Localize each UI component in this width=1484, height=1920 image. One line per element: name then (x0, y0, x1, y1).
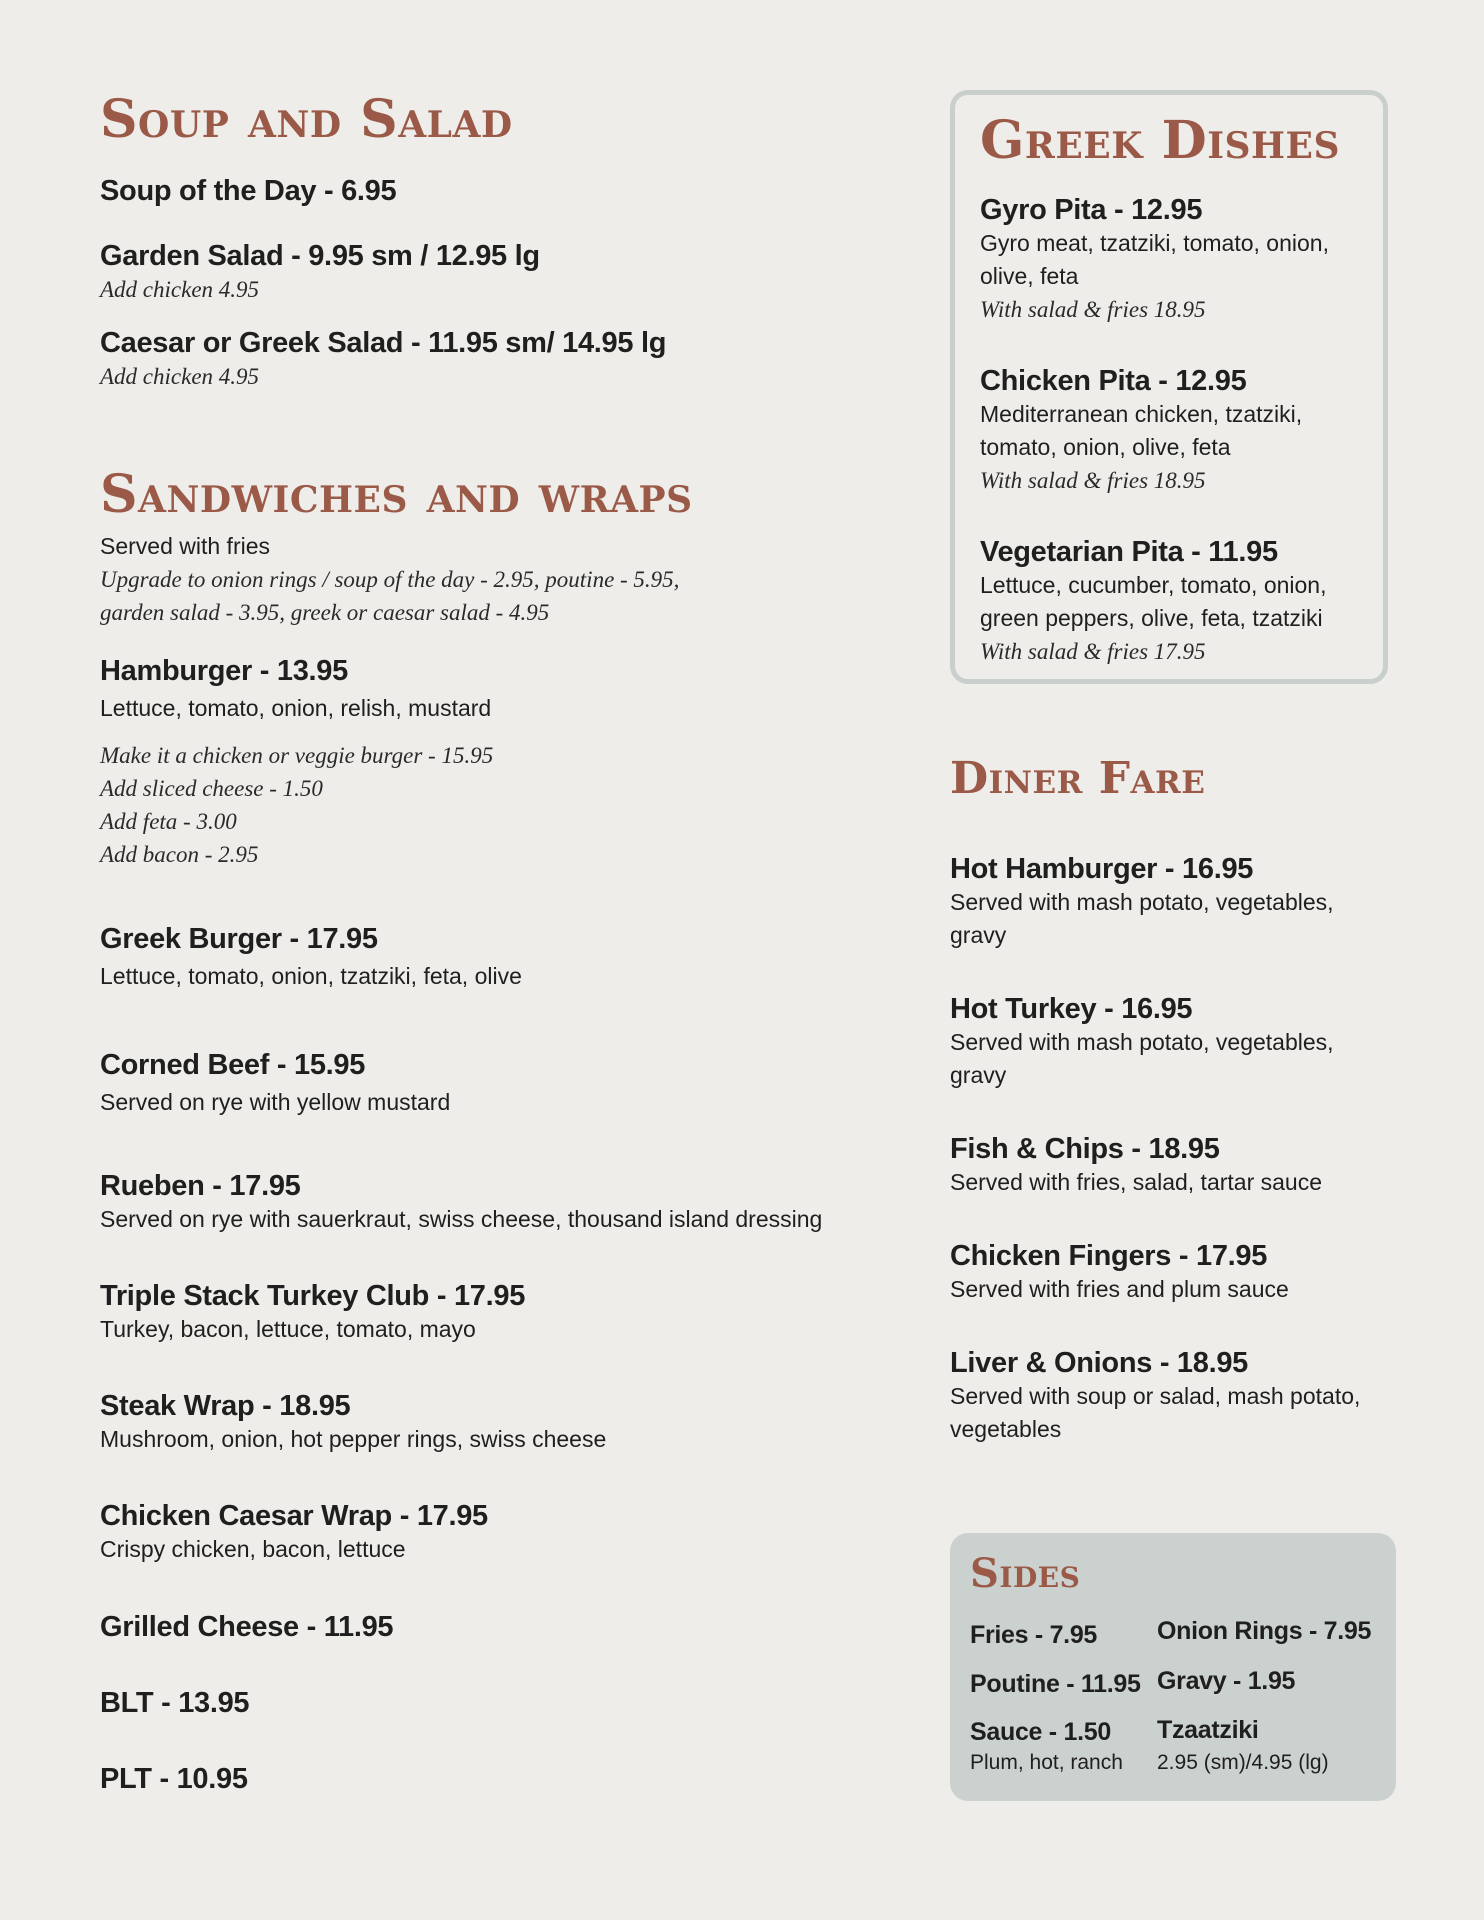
item-desc: Lettuce, tomato, onion, relish, mustard (100, 695, 492, 721)
menu-item (950, 1133, 1390, 1199)
menu-item (100, 1500, 488, 1566)
item-desc: Served with mash potato, vegetables, (950, 889, 1334, 915)
side-gravy: Gravy - 1.95 (1157, 1667, 1296, 1695)
item-desc: Served with soup or salad, mash potato, (950, 1383, 1361, 1409)
menu-item (950, 1347, 1390, 1446)
soup-salad-heading: Soup and Salad (100, 89, 513, 150)
sandwiches-heading: Sandwiches and wraps (100, 464, 693, 525)
item-note: With salad & fries 18.95 (980, 468, 1206, 493)
item-title: Hot Turkey - 16.95 (950, 993, 1193, 1025)
menu-item (100, 1611, 393, 1644)
item-title: Soup of the Day - 6.95 (100, 175, 397, 207)
item-desc: gravy (950, 922, 1007, 948)
sides-heading: Sides (970, 1550, 1081, 1597)
side-fries: Fries - 7.95 (970, 1621, 1098, 1649)
item-desc: Mushroom, onion, hot pepper rings, swiss cheese (100, 1426, 607, 1452)
menu-item (950, 993, 1390, 1092)
item-desc: vegetables (950, 1416, 1062, 1442)
menu-item (100, 1049, 450, 1119)
item-desc: green peppers, olive, feta, tzatziki (980, 605, 1323, 631)
item-desc: Turkey, bacon, lettuce, tomato, mayo (100, 1316, 476, 1342)
side-sauce-options: Plum, hot, ranch (970, 1751, 1123, 1774)
diner-fare-heading: Diner Fare (950, 753, 1206, 804)
item-title: Hamburger - 13.95 (100, 655, 348, 687)
item-title: Corned Beef - 15.95 (100, 1049, 366, 1081)
item-desc: Served on rye with sauerkraut, swiss cheese, thousand island dressing (100, 1206, 823, 1232)
item-title: Garden Salad - 9.95 sm / 12.95 lg (100, 240, 540, 272)
menu-item (100, 1687, 249, 1720)
item-desc: Served with fries and plum sauce (950, 1276, 1289, 1302)
menu-item (100, 1390, 606, 1456)
item-note: With salad & fries 17.95 (980, 639, 1206, 664)
menu-item (100, 327, 666, 393)
menu-item (980, 365, 1380, 497)
sandwiches-intro (100, 530, 679, 629)
item-desc: Mediterranean chicken, tzatziki, (980, 401, 1303, 427)
item-title: BLT - 13.95 (100, 1687, 250, 1719)
item-desc: olive, feta (980, 263, 1079, 289)
item-desc: Served on rye with yellow mustard (100, 1089, 451, 1115)
item-note: Add bacon - 2.95 (100, 842, 259, 867)
served-with-text: Served with fries (100, 533, 271, 559)
menu-item (100, 1763, 248, 1796)
menu-item (950, 853, 1390, 952)
menu-item (950, 1240, 1390, 1306)
item-desc: Crispy chicken, bacon, lettuce (100, 1536, 406, 1562)
menu-item (980, 536, 1380, 668)
menu-item (100, 240, 540, 306)
item-title: Steak Wrap - 18.95 (100, 1390, 351, 1422)
item-note: Add chicken 4.95 (100, 364, 260, 389)
menu-item (100, 175, 396, 208)
item-title: Liver & Onions - 18.95 (950, 1347, 1248, 1379)
item-title: Vegetarian Pita - 11.95 (980, 536, 1278, 568)
menu-item (100, 1280, 525, 1346)
sides-box (950, 1533, 1396, 1801)
item-title: Hot Hamburger - 16.95 (950, 853, 1254, 885)
item-note: Add sliced cheese - 1.50 (100, 776, 323, 801)
item-title: Chicken Caesar Wrap - 17.95 (100, 1500, 488, 1532)
item-title: Chicken Fingers - 17.95 (950, 1240, 1268, 1272)
item-title: Gyro Pita - 12.95 (980, 194, 1203, 226)
item-title: Triple Stack Turkey Club - 17.95 (100, 1280, 526, 1312)
item-desc: gravy (950, 1062, 1007, 1088)
menu-item (100, 1170, 822, 1236)
upgrade-note: garden salad - 3.95, greek or caesar salad - 4.95 (100, 600, 550, 625)
item-title: Greek Burger - 17.95 (100, 923, 378, 955)
side-onion-rings: Onion Rings - 7.95 (1157, 1617, 1372, 1645)
menu-item (100, 655, 493, 871)
item-desc: Lettuce, tomato, onion, tzatziki, feta, olive (100, 963, 522, 989)
item-desc: Served with fries, salad, tartar sauce (950, 1169, 1322, 1195)
greek-dishes-box (950, 90, 1388, 684)
item-title: Chicken Pita - 12.95 (980, 365, 1247, 397)
item-desc: Gyro meat, tzatziki, tomato, onion, (980, 230, 1329, 256)
greek-dishes-heading: Greek Dishes (980, 110, 1340, 171)
side-tzaatziki-price: 2.95 (sm)/4.95 (lg) (1157, 1751, 1329, 1774)
item-note: Add feta - 3.00 (100, 809, 237, 834)
item-desc: Lettuce, cucumber, tomato, onion, (980, 572, 1327, 598)
menu-item (980, 194, 1380, 326)
item-desc: Served with mash potato, vegetables, (950, 1029, 1334, 1055)
item-title: Caesar or Greek Salad - 11.95 sm/ 14.95 lg (100, 327, 667, 359)
item-note: Make it a chicken or veggie burger - 15.95 (100, 743, 494, 768)
item-title: Rueben - 17.95 (100, 1170, 301, 1202)
item-note: With salad & fries 18.95 (980, 297, 1206, 322)
side-tzaatziki: Tzaatziki (1157, 1716, 1259, 1744)
side-poutine: Poutine - 11.95 (970, 1670, 1141, 1698)
item-desc: tomato, onion, olive, feta (980, 434, 1231, 460)
item-title: PLT - 10.95 (100, 1763, 248, 1795)
menu-item (100, 923, 522, 993)
upgrade-note: Upgrade to onion rings / soup of the day - 2.95, poutine - 5.95, (100, 567, 680, 592)
item-note: Add chicken 4.95 (100, 277, 260, 302)
item-title: Fish & Chips - 18.95 (950, 1133, 1220, 1165)
item-title: Grilled Cheese - 11.95 (100, 1611, 394, 1643)
side-sauce: Sauce - 1.50 (970, 1718, 1111, 1746)
